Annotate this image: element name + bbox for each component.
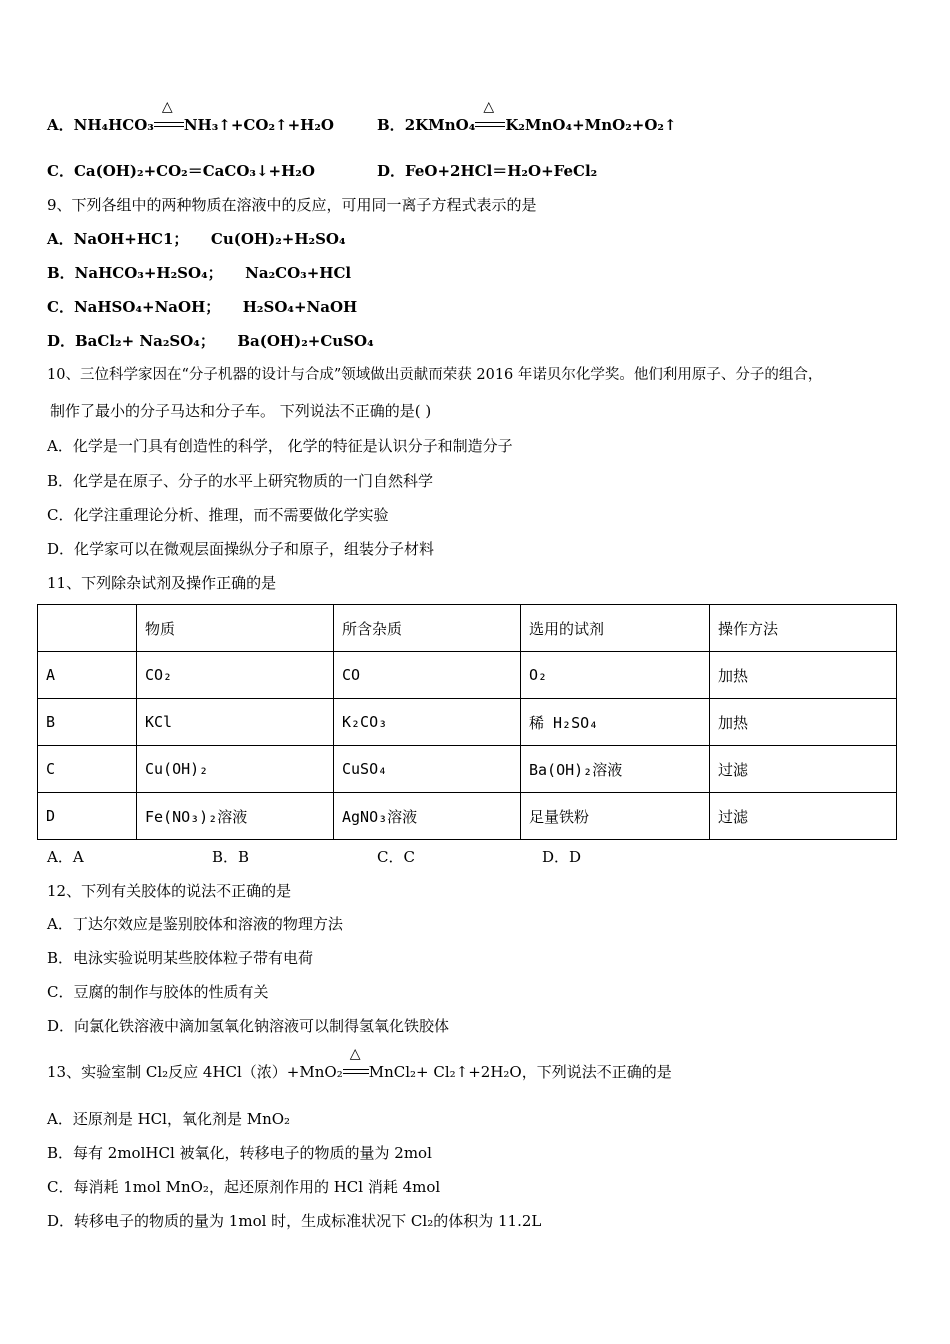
table-cell: Cu(OH)₂ bbox=[137, 746, 334, 793]
table-cell: Ba(OH)₂溶液 bbox=[521, 746, 710, 793]
table-cell: D bbox=[38, 793, 137, 840]
table-cell: 足量铁粉 bbox=[521, 793, 710, 840]
q8-option-d: D．FeO+2HCl＝H₂O+FeCl₂ bbox=[377, 162, 598, 180]
table-header-cell bbox=[38, 605, 137, 652]
q11-options bbox=[47, 847, 581, 867]
table-cell: CuSO₄ bbox=[334, 746, 521, 793]
q8-a-lhs: NH₄HCO₃ bbox=[73, 116, 154, 134]
q8-option-a bbox=[47, 99, 334, 135]
table-cell: 过滤 bbox=[710, 793, 897, 840]
q8-b-lhs: 2KMnO₄ bbox=[404, 116, 476, 134]
heat-arrow-icon: △ bbox=[343, 1062, 369, 1082]
q10-stem-line1: 10、三位科学家因在“分子机器的设计与合成”领域做出贡献而荣获 2016 年诺贝尔化学奖。他们利用原子、分子的组合， bbox=[47, 367, 823, 383]
q10-option-d: D．化学家可以在微观层面操纵分子和原子，组装分子材料 bbox=[47, 540, 435, 558]
table-cell: CO bbox=[334, 652, 521, 699]
q9-option-b: B．NaHCO₃+H₂SO₄； Na₂CO₃+HCl bbox=[47, 264, 352, 282]
table-row bbox=[38, 699, 897, 746]
q10-option-a: A．化学是一门具有创造性的科学， 化学的特征是认识分子和制造分子 bbox=[47, 437, 513, 455]
q13-stem bbox=[47, 1046, 672, 1082]
q13-stem-after: MnCl₂+ Cl₂↑+2H₂O，下列说法不正确的是 bbox=[368, 1063, 672, 1081]
table-header-cell: 所含杂质 bbox=[334, 605, 521, 652]
q11-option-d: D．D bbox=[542, 848, 582, 866]
q10-option-c: C．化学注重理论分析、推理，而不需要做化学实验 bbox=[47, 506, 389, 524]
table-cell: B bbox=[38, 699, 137, 746]
impurity-removal-table bbox=[37, 604, 897, 840]
heat-arrow-icon: △ bbox=[475, 115, 505, 135]
table-header-cell: 选用的试剂 bbox=[521, 605, 710, 652]
table-cell: 稀 H₂SO₄ bbox=[521, 699, 710, 746]
q8-b-rhs: K₂MnO₄+MnO₂+O₂↑ bbox=[505, 116, 677, 134]
table-cell: 过滤 bbox=[710, 746, 897, 793]
q13-option-b: B．每有 2molHCl 被氧化，转移电子的物质的量为 2mol bbox=[47, 1144, 432, 1162]
q10-option-b: B．化学是在原子、分子的水平上研究物质的一门自然科学 bbox=[47, 472, 434, 490]
q8-a-label: A． bbox=[47, 116, 74, 134]
q13-option-c: C．每消耗 1mol MnO₂，起还原剂作用的 HCl 消耗 4mol bbox=[47, 1178, 441, 1196]
q11-option-b: B．B bbox=[212, 848, 250, 866]
table-cell: Fe(NO₃)₂溶液 bbox=[137, 793, 334, 840]
table-cell: KCl bbox=[137, 699, 334, 746]
q13-option-a: A．还原剂是 HCl，氧化剂是 MnO₂ bbox=[47, 1110, 291, 1128]
q8-option-b bbox=[377, 99, 677, 135]
q9-option-c: C．NaHSO₄+NaOH； H₂SO₄+NaOH bbox=[47, 298, 358, 316]
table-cell: O₂ bbox=[521, 652, 710, 699]
q12-option-c: C．豆腐的制作与胶体的性质有关 bbox=[47, 983, 269, 1001]
q11-option-c: C．C bbox=[377, 848, 415, 866]
table-cell: CO₂ bbox=[137, 652, 334, 699]
q9-option-d: D．BaCl₂+ Na₂SO₄； Ba(OH)₂+CuSO₄ bbox=[47, 332, 374, 350]
q13-option-d: D．转移电子的物质的量为 1mol 时，生成标准状况下 Cl₂的体积为 11.2L bbox=[47, 1212, 542, 1230]
table-cell: AgNO₃溶液 bbox=[334, 793, 521, 840]
table-header-cell: 操作方法 bbox=[710, 605, 897, 652]
table-cell: A bbox=[38, 652, 137, 699]
table-cell: 加热 bbox=[710, 699, 897, 746]
q8-b-label: B． bbox=[377, 116, 405, 134]
q8-a-rhs: NH₃↑+CO₂↑+H₂O bbox=[183, 116, 334, 134]
q13-stem-before: 13、实验室制 Cl₂反应 4HCl（浓）+MnO₂ bbox=[47, 1063, 343, 1081]
table-cell: K₂CO₃ bbox=[334, 699, 521, 746]
q12-option-d: D．向氯化铁溶液中滴加氢氧化钠溶液可以制得氢氧化铁胶体 bbox=[47, 1017, 450, 1035]
q8-option-c: C．Ca(OH)₂+CO₂＝CaCO₃↓+H₂O bbox=[47, 162, 315, 180]
q11-stem: 11、下列除杂试剂及操作正确的是 bbox=[47, 574, 277, 592]
q9-option-a: A．NaOH+HC1； Cu(OH)₂+H₂SO₄ bbox=[47, 230, 346, 248]
table-row bbox=[38, 652, 897, 699]
q12-stem: 12、下列有关胶体的说法不正确的是 bbox=[47, 882, 292, 900]
table-header-row bbox=[38, 605, 897, 652]
table-cell: C bbox=[38, 746, 137, 793]
table-cell: 加热 bbox=[710, 652, 897, 699]
table-row bbox=[38, 793, 897, 840]
q9-stem: 9、下列各组中的两种物质在溶液中的反应，可用同一离子方程式表示的是 bbox=[47, 196, 537, 214]
q12-option-a: A．丁达尔效应是鉴别胶体和溶液的物理方法 bbox=[47, 915, 343, 933]
table-header-cell: 物质 bbox=[137, 605, 334, 652]
heat-arrow-icon: △ bbox=[154, 115, 184, 135]
table-row bbox=[38, 746, 897, 793]
q11-option-a: A．A bbox=[47, 848, 84, 866]
q10-stem-line2: 制作了最小的分子马达和分子车。 下列说法不正确的是( ) bbox=[50, 402, 432, 420]
q12-option-b: B．电泳实验说明某些胶体粒子带有电荷 bbox=[47, 949, 314, 967]
